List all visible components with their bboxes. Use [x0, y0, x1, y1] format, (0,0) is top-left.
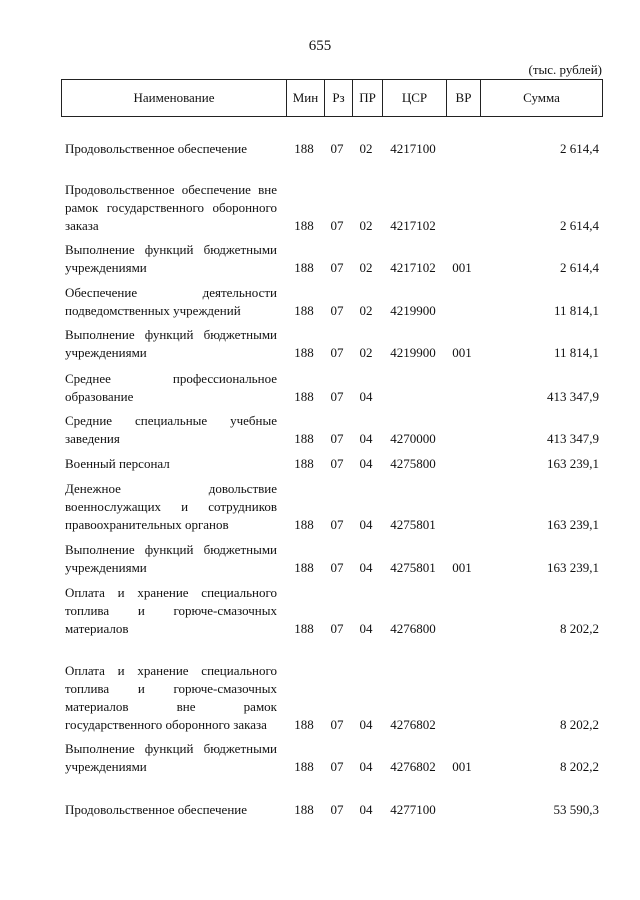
table-row	[61, 326, 603, 362]
row-csr: 4276802	[390, 759, 436, 774]
row-sum: 2 614,4	[560, 218, 599, 233]
row-name: Оплата и хранение специального топлива и горюче-смазочных материалов	[65, 585, 277, 636]
row-pr: 04	[359, 621, 373, 636]
row-rz: 07	[330, 456, 344, 471]
row-csr: 4219900	[390, 303, 436, 318]
table-row	[61, 241, 603, 277]
header-csr: ЦСР	[382, 80, 446, 116]
units-label: (тыс. рублей)	[528, 62, 602, 77]
row-csr: 4275800	[390, 456, 436, 471]
row-name: Выполнение функций бюджетными учреждениями	[65, 242, 277, 275]
row-name: Продовольственное обеспечение вне рамок государственного оборонного заказа	[65, 182, 277, 233]
row-csr: 4270000	[390, 431, 436, 446]
row-csr: 4217100	[390, 141, 436, 156]
row-min: 188	[294, 218, 314, 233]
row-csr: 4276802	[390, 717, 436, 732]
row-csr: 4219900	[390, 345, 436, 360]
row-pr: 02	[359, 260, 373, 275]
row-pr: 04	[359, 560, 373, 575]
row-pr: 04	[359, 431, 373, 446]
row-sum: 163 239,1	[547, 517, 599, 532]
row-sum: 163 239,1	[547, 456, 599, 471]
row-sum: 163 239,1	[547, 560, 599, 575]
row-rz: 07	[330, 260, 344, 275]
row-min: 188	[294, 802, 314, 817]
header-name: Наименование	[133, 90, 215, 105]
row-rz: 07	[330, 303, 344, 318]
row-min: 188	[294, 303, 314, 318]
table-row	[61, 122, 603, 158]
row-pr: 02	[359, 218, 373, 233]
row-rz: 07	[330, 621, 344, 636]
header-pr: ПР	[352, 80, 382, 116]
row-min: 188	[294, 759, 314, 774]
row-name: Среднее профессиональное образование	[65, 371, 277, 404]
header-vr: ВР	[446, 80, 480, 116]
row-vr: 001	[452, 560, 472, 575]
header-sum: Сумма	[480, 80, 602, 116]
row-rz: 07	[330, 141, 344, 156]
row-min: 188	[294, 389, 314, 404]
row-sum: 2 614,4	[560, 260, 599, 275]
row-pr: 04	[359, 717, 373, 732]
table-row	[61, 584, 603, 638]
row-sum: 8 202,2	[560, 717, 599, 732]
row-min: 188	[294, 560, 314, 575]
row-name: Выполнение функций бюджетными учреждениями	[65, 542, 277, 575]
row-name: Средние специальные учебные заведения	[65, 413, 277, 446]
row-sum: 8 202,2	[560, 621, 599, 636]
row-name: Выполнение функций бюджетными учреждениями	[65, 741, 277, 774]
row-csr: 4275801	[390, 560, 436, 575]
row-rz: 07	[330, 345, 344, 360]
row-pr: 04	[359, 389, 373, 404]
row-name: Денежное довольствие военнослужащих и сотрудников правоохранительных органов	[65, 481, 277, 532]
row-min: 188	[294, 517, 314, 532]
row-name: Военный персонал	[65, 456, 170, 471]
row-sum: 11 814,1	[553, 303, 599, 318]
row-min: 188	[294, 345, 314, 360]
page-number: 655	[308, 38, 332, 54]
row-name: Оплата и хранение специального топлива и горюче-смазочных материалов вне рамок государственного оборонного заказа	[65, 663, 277, 732]
row-min: 188	[294, 260, 314, 275]
table-row	[61, 370, 603, 406]
row-pr: 04	[359, 802, 373, 817]
table-row	[61, 412, 603, 448]
row-rz: 07	[330, 218, 344, 233]
row-csr: 4276800	[390, 621, 436, 636]
row-vr: 001	[452, 759, 472, 774]
row-name: Выполнение функций бюджетными учреждениями	[65, 327, 277, 360]
row-rz: 07	[330, 802, 344, 817]
table-row	[61, 783, 603, 819]
row-rz: 07	[330, 717, 344, 732]
row-min: 188	[294, 141, 314, 156]
row-vr: 001	[452, 345, 472, 360]
table-row	[61, 740, 603, 776]
header-min: Мин	[286, 80, 324, 116]
row-sum: 11 814,1	[553, 345, 599, 360]
table-header	[61, 79, 603, 117]
row-min: 188	[294, 717, 314, 732]
row-pr: 02	[359, 303, 373, 318]
row-pr: 04	[359, 456, 373, 471]
row-min: 188	[294, 456, 314, 471]
row-csr: 4277100	[390, 802, 436, 817]
table-row	[61, 480, 603, 534]
row-rz: 07	[330, 560, 344, 575]
row-min: 188	[294, 621, 314, 636]
row-pr: 04	[359, 759, 373, 774]
row-sum: 413 347,9	[547, 431, 599, 446]
row-sum: 53 590,3	[553, 802, 599, 817]
row-name: Продовольственное обеспечение	[65, 802, 247, 817]
row-sum: 413 347,9	[547, 389, 599, 404]
row-csr: 4217102	[390, 218, 436, 233]
row-name: Обеспечение деятельности подведомственных учреждений	[65, 285, 277, 318]
table-row	[61, 644, 603, 734]
row-pr: 02	[359, 141, 373, 156]
row-vr: 001	[452, 260, 472, 275]
row-rz: 07	[330, 759, 344, 774]
row-sum: 2 614,4	[560, 141, 599, 156]
row-pr: 04	[359, 517, 373, 532]
row-csr: 4275801	[390, 517, 436, 532]
table-row	[61, 455, 603, 473]
row-name: Продовольственное обеспечение	[65, 141, 247, 156]
table-row	[61, 284, 603, 320]
header-rz: Рз	[324, 80, 352, 116]
row-csr: 4217102	[390, 260, 436, 275]
row-min: 188	[294, 431, 314, 446]
table-row	[61, 541, 603, 577]
row-pr: 02	[359, 345, 373, 360]
row-rz: 07	[330, 517, 344, 532]
table-row	[61, 163, 603, 235]
row-rz: 07	[330, 431, 344, 446]
row-sum: 8 202,2	[560, 759, 599, 774]
row-rz: 07	[330, 389, 344, 404]
